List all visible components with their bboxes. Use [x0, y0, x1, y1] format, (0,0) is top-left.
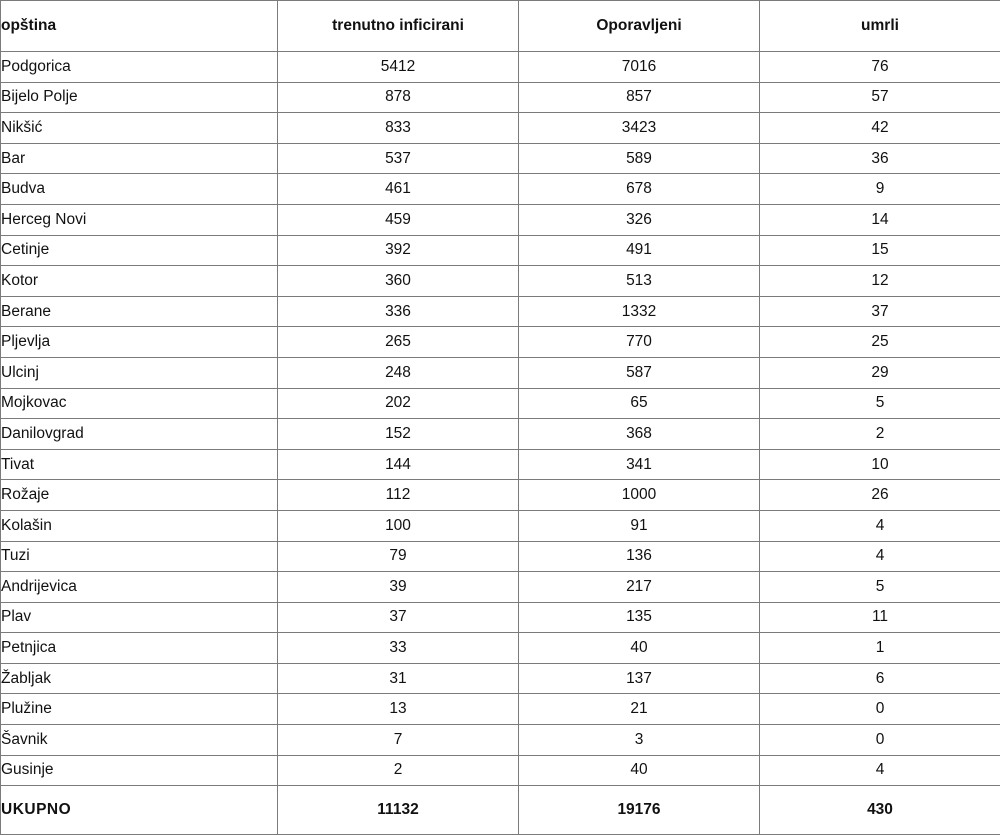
- cell-active: 33: [278, 633, 519, 664]
- cell-recovered: 21: [519, 694, 760, 725]
- cell-deaths: 5: [760, 388, 1000, 419]
- cell-deaths: 1: [760, 633, 1000, 664]
- cell-deaths: 5: [760, 572, 1000, 603]
- cell-active: 7: [278, 725, 519, 756]
- cell-active: 31: [278, 663, 519, 694]
- cell-deaths: 26: [760, 480, 1000, 511]
- cell-recovered: 587: [519, 357, 760, 388]
- cell-recovered: 341: [519, 449, 760, 480]
- cell-active: 79: [278, 541, 519, 572]
- total-active: 11132: [278, 786, 519, 835]
- table-row: [1, 174, 1000, 205]
- cell-recovered: 1332: [519, 296, 760, 327]
- cell-recovered: 7016: [519, 52, 760, 83]
- cell-deaths: 76: [760, 52, 1000, 83]
- cell-municipality: Nikšić: [1, 113, 278, 144]
- table-row: [1, 419, 1000, 450]
- table-row: [1, 480, 1000, 511]
- cell-municipality: Danilovgrad: [1, 419, 278, 450]
- cell-recovered: 40: [519, 633, 760, 664]
- total-deaths: 430: [760, 786, 1000, 835]
- table-body: [1, 52, 1000, 786]
- cell-deaths: 11: [760, 602, 1000, 633]
- cell-recovered: 857: [519, 82, 760, 113]
- cell-active: 112: [278, 480, 519, 511]
- table-row: [1, 235, 1000, 266]
- cell-recovered: 65: [519, 388, 760, 419]
- cell-deaths: 4: [760, 510, 1000, 541]
- cell-active: 152: [278, 419, 519, 450]
- cell-deaths: 2: [760, 419, 1000, 450]
- cell-active: 336: [278, 296, 519, 327]
- table-row: [1, 663, 1000, 694]
- table-header-row: [1, 1, 1000, 52]
- cell-recovered: 770: [519, 327, 760, 358]
- cell-active: 202: [278, 388, 519, 419]
- table-row: [1, 204, 1000, 235]
- cell-municipality: Šavnik: [1, 725, 278, 756]
- cell-recovered: 135: [519, 602, 760, 633]
- cell-recovered: 40: [519, 755, 760, 786]
- cell-recovered: 589: [519, 143, 760, 174]
- cell-deaths: 0: [760, 725, 1000, 756]
- column-header-active-cases: trenutno inficirani: [278, 1, 519, 52]
- cell-active: 537: [278, 143, 519, 174]
- cell-deaths: 0: [760, 694, 1000, 725]
- cell-active: 265: [278, 327, 519, 358]
- cell-municipality: Kolašin: [1, 510, 278, 541]
- table-row: [1, 327, 1000, 358]
- cell-recovered: 1000: [519, 480, 760, 511]
- table-footer: [1, 786, 1000, 835]
- cell-active: 37: [278, 602, 519, 633]
- cell-recovered: 326: [519, 204, 760, 235]
- cell-municipality: Mojkovac: [1, 388, 278, 419]
- cell-deaths: 9: [760, 174, 1000, 205]
- cell-recovered: 3423: [519, 113, 760, 144]
- cell-deaths: 6: [760, 663, 1000, 694]
- cell-recovered: 217: [519, 572, 760, 603]
- cell-municipality: Bar: [1, 143, 278, 174]
- cell-municipality: Kotor: [1, 266, 278, 297]
- cell-deaths: 36: [760, 143, 1000, 174]
- table-row: [1, 52, 1000, 83]
- cell-deaths: 12: [760, 266, 1000, 297]
- cell-recovered: 91: [519, 510, 760, 541]
- table-row: [1, 755, 1000, 786]
- cell-deaths: 57: [760, 82, 1000, 113]
- cell-municipality: Pljevlja: [1, 327, 278, 358]
- table-row: [1, 449, 1000, 480]
- cell-recovered: 513: [519, 266, 760, 297]
- cell-active: 360: [278, 266, 519, 297]
- cell-recovered: 136: [519, 541, 760, 572]
- cell-municipality: Cetinje: [1, 235, 278, 266]
- table-row: [1, 602, 1000, 633]
- table-row: [1, 541, 1000, 572]
- cell-deaths: 15: [760, 235, 1000, 266]
- total-recovered: 19176: [519, 786, 760, 835]
- cell-deaths: 25: [760, 327, 1000, 358]
- cell-municipality: Berane: [1, 296, 278, 327]
- cell-municipality: Bijelo Polje: [1, 82, 278, 113]
- table-row: [1, 694, 1000, 725]
- cell-municipality: Tuzi: [1, 541, 278, 572]
- cell-municipality: Gusinje: [1, 755, 278, 786]
- total-row: [1, 786, 1000, 835]
- table-row: [1, 388, 1000, 419]
- table-row: [1, 510, 1000, 541]
- table-row: [1, 143, 1000, 174]
- cell-deaths: 29: [760, 357, 1000, 388]
- cell-municipality: Plav: [1, 602, 278, 633]
- cell-municipality: Andrijevica: [1, 572, 278, 603]
- cell-deaths: 37: [760, 296, 1000, 327]
- table-header: [1, 1, 1000, 52]
- table-row: [1, 113, 1000, 144]
- cell-recovered: 491: [519, 235, 760, 266]
- table-row: [1, 633, 1000, 664]
- cell-active: 459: [278, 204, 519, 235]
- table-row: [1, 266, 1000, 297]
- column-header-recovered: Oporavljeni: [519, 1, 760, 52]
- cell-active: 5412: [278, 52, 519, 83]
- cell-active: 13: [278, 694, 519, 725]
- cell-active: 461: [278, 174, 519, 205]
- cell-municipality: Herceg Novi: [1, 204, 278, 235]
- cell-deaths: 4: [760, 541, 1000, 572]
- column-header-deaths: umrli: [760, 1, 1000, 52]
- cell-active: 144: [278, 449, 519, 480]
- cell-municipality: Žabljak: [1, 663, 278, 694]
- cell-municipality: Plužine: [1, 694, 278, 725]
- cell-deaths: 10: [760, 449, 1000, 480]
- table-row: [1, 82, 1000, 113]
- cell-deaths: 42: [760, 113, 1000, 144]
- cell-recovered: 678: [519, 174, 760, 205]
- cell-active: 878: [278, 82, 519, 113]
- cell-municipality: Rožaje: [1, 480, 278, 511]
- total-label: UKUPNO: [1, 786, 278, 835]
- cell-active: 248: [278, 357, 519, 388]
- cell-recovered: 137: [519, 663, 760, 694]
- cell-municipality: Budva: [1, 174, 278, 205]
- cell-municipality: Podgorica: [1, 52, 278, 83]
- cell-municipality: Petnjica: [1, 633, 278, 664]
- cell-recovered: 3: [519, 725, 760, 756]
- cell-active: 833: [278, 113, 519, 144]
- cell-municipality: Tivat: [1, 449, 278, 480]
- cell-active: 2: [278, 755, 519, 786]
- cell-municipality: Ulcinj: [1, 357, 278, 388]
- table-row: [1, 357, 1000, 388]
- column-header-municipality: opština: [1, 1, 278, 52]
- cell-deaths: 4: [760, 755, 1000, 786]
- cell-active: 392: [278, 235, 519, 266]
- cell-recovered: 368: [519, 419, 760, 450]
- table-row: [1, 725, 1000, 756]
- cell-active: 100: [278, 510, 519, 541]
- table-row: [1, 572, 1000, 603]
- cell-deaths: 14: [760, 204, 1000, 235]
- cell-active: 39: [278, 572, 519, 603]
- table-row: [1, 296, 1000, 327]
